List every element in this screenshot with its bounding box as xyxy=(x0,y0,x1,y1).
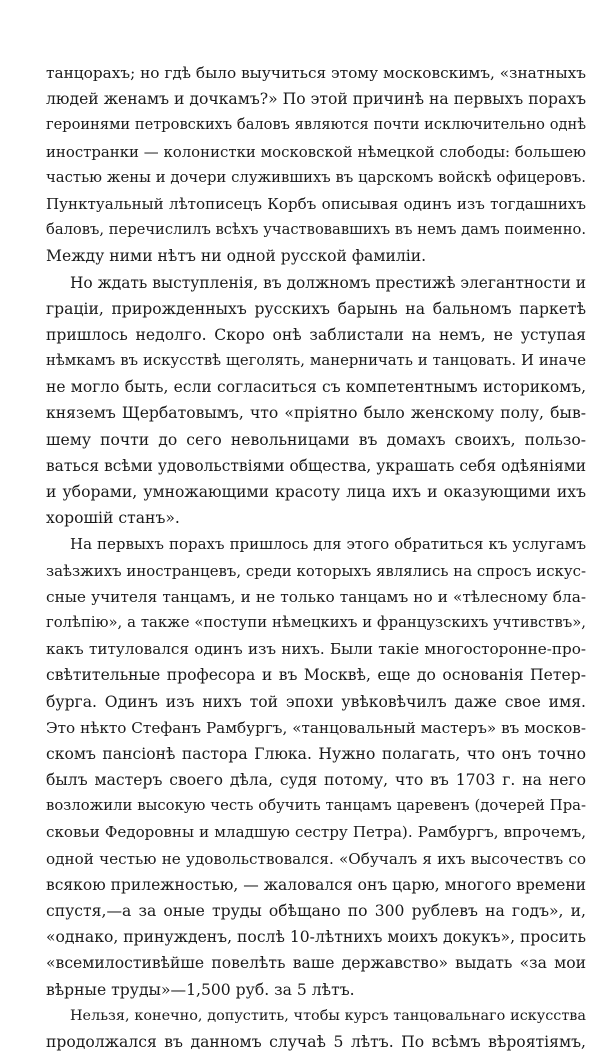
text-line: ваться всѣми удовольствіями общества, украшать себя одѣяніями xyxy=(46,456,586,475)
text-line: хорошій станъ». xyxy=(46,509,180,528)
text-line: сные учителя танцамъ, и не только танцамъ но и «тѣлесному бла- xyxy=(46,587,586,606)
text-line: Пунктуальный лѣтописецъ Корбъ описывая одинъ изъ тогдашнихъ xyxy=(46,194,586,213)
text-line: и уборами, умножающими красоту лица ихъ и оказующими ихъ xyxy=(46,483,586,501)
text-line: спустя,—а за оные труды обѣщано по 300 рублевъ на годъ», и, xyxy=(46,902,586,920)
text-line: заѣзжихъ иностранцевъ, среди которыхъ являлись на спросъ искус- xyxy=(46,561,586,580)
text-line: иностранки — колонистки московской нѣмецкой слободы: большею xyxy=(46,142,586,161)
text-line: бурга. Одинъ изъ нихъ той эпохи увѣковѣчилъ даже свое имя. xyxy=(46,692,586,711)
text-line: одной честью не удовольствовался. «Обучалъ я ихъ высочествъ со xyxy=(46,849,586,868)
paragraph-3 xyxy=(46,531,586,1002)
text-line: княземъ Щербатовымъ, что «пріятно было женскому полу, быв- xyxy=(46,404,586,423)
text-line: нѣмкамъ въ искусствѣ щеголять, манерничать и танцовать. И иначе xyxy=(46,352,586,370)
text-line: Между ними нѣтъ ни одной русской фамиліи. xyxy=(46,247,427,266)
text-line: Но ждать выступленія, въ должномъ престижѣ элегантности и xyxy=(70,273,586,292)
text-line: свѣтительные професора и въ Москвѣ, еще до основанія Петер- xyxy=(46,666,586,685)
paragraph-4 xyxy=(46,1003,586,1055)
text-line: Это нѣкто Стефанъ Рамбургъ, «танцовальный мастеръ» въ москов- xyxy=(46,718,586,737)
text-line: героинями петровскихъ баловъ являются почти исключительно однѣ xyxy=(46,116,586,134)
text-line: частью жены и дочери служившихъ въ царскомъ войскѣ офицеровъ. xyxy=(46,168,586,186)
text-line: не могло быть, если согласиться съ компетентнымъ историкомъ, xyxy=(46,378,586,397)
text-line: возложили высокую честь обучить танцамъ царевенъ (дочерей Пра- xyxy=(46,797,586,815)
paragraph-1 xyxy=(46,60,586,270)
text-line: баловъ, перечислилъ всѣхъ участвовавшихъ въ немъ дамъ поименно. xyxy=(46,221,586,239)
text-line: сковьи Федоровны и младшую сестру Петра). Рамбургъ, впрочемъ, xyxy=(46,823,586,842)
text-line: пришлось недолго. Скоро онѣ заблистали на немъ, не уступая xyxy=(46,325,586,344)
text-line: людей женамъ и дочкамъ?» По этой причинѣ на первыхъ порахъ xyxy=(46,90,586,109)
text-line: былъ мастеръ своего дѣла, судя потому, что въ 1703 г. на него xyxy=(46,771,586,790)
text-line: вѣрные труды»—1,500 руб. за 5 лѣтъ. xyxy=(46,980,355,999)
text-line: На первыхъ порахъ пришлось для этого обратиться къ услугамъ xyxy=(70,535,586,554)
text-line: скомъ пансіонѣ пастора Глюка. Нужно полагать, что онъ точно xyxy=(46,744,586,763)
text-line: Нельзя, конечно, допустить, чтобы курсъ танцовальнаго искусства xyxy=(70,1007,586,1024)
text-line: «всемилостивѣйше повелѣть ваше державство» выдать «за мои xyxy=(46,954,586,973)
paragraph-2 xyxy=(46,270,586,532)
text-line: граціи, прирожденныхъ русскихъ барынь на бальномъ паркетѣ xyxy=(46,299,586,318)
text-line: танцорахъ; но гдѣ было выучиться этому московскимъ, «знатныхъ xyxy=(46,64,586,82)
book-page xyxy=(46,60,586,1055)
text-line: голѣпію», а также «поступи нѣмецкихъ и французскихъ учтивствъ», xyxy=(46,613,586,631)
text-line: продолжался въ данномъ случаѣ 5 лѣтъ. По всѣмъ вѣроятіямъ, xyxy=(46,1032,586,1051)
text-line: какъ титуловался одинъ изъ нихъ. Были такіе многосторонне-про- xyxy=(46,640,586,659)
text-line: всякою прилежностью, — жаловался онъ царю, многого времени xyxy=(46,875,586,894)
text-line: «однако, принужденъ, послѣ 10-лѣтнихъ моихъ докукъ», просить xyxy=(46,928,586,947)
text-line: шему почти до сего невольницами въ домахъ своихъ, пользо- xyxy=(46,430,586,449)
